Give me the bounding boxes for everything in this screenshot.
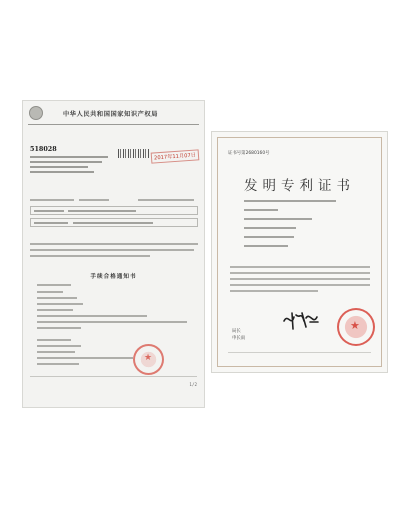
- filing-date-line: [244, 227, 296, 229]
- barcode: [118, 149, 150, 158]
- header-rule: [28, 124, 199, 125]
- body-line: [230, 278, 370, 280]
- body-line: [37, 321, 187, 323]
- field-line: [30, 199, 74, 201]
- director-signature: [282, 309, 320, 331]
- body-line: [37, 363, 79, 365]
- notice-header: [23, 105, 204, 123]
- page-number: 1/2: [189, 382, 197, 387]
- postcode: 518028: [30, 145, 57, 153]
- certificate-number: 证书号第2680160号: [228, 151, 270, 156]
- national-seal: [337, 308, 375, 346]
- body-line: [37, 327, 81, 329]
- footer-rule: [228, 352, 371, 353]
- patentee-line: [244, 236, 294, 238]
- invention-name-line: [244, 200, 336, 202]
- office-name: 中华人民共和国国家知识产权局: [63, 111, 159, 118]
- field-line: [138, 199, 194, 201]
- body-line: [30, 243, 198, 245]
- body-line: [230, 290, 318, 292]
- footer-rule: [30, 376, 197, 377]
- date-stamp: 2017年11月07日: [151, 149, 200, 163]
- body-line: [30, 255, 150, 257]
- address-line: [30, 171, 94, 173]
- grant-date-line: [244, 245, 288, 247]
- address-line: [30, 166, 88, 168]
- certificate-title: 发明专利证书: [244, 178, 355, 194]
- body-line: [30, 249, 194, 251]
- office-emblem-icon: [29, 106, 43, 120]
- field-line: [79, 199, 109, 201]
- address-line: [30, 161, 102, 163]
- applicant-box: [30, 206, 198, 215]
- body-line: [37, 357, 133, 359]
- signature-label: 局长 申长雨: [232, 329, 246, 341]
- body-line: [37, 284, 71, 286]
- body-line: [37, 297, 77, 299]
- office-seal: [133, 344, 164, 375]
- body-line: [37, 303, 83, 305]
- procedure-notice-page: [22, 100, 205, 408]
- inventor-line: [244, 209, 278, 211]
- notice-title: 手续合格通知书: [90, 274, 137, 280]
- address-line: [30, 156, 108, 158]
- invention-patent-certificate: [211, 131, 388, 373]
- body-line: [37, 345, 81, 347]
- body-line: [37, 315, 147, 317]
- patent-number-line: [244, 218, 312, 220]
- body-line: [230, 266, 370, 268]
- body-line: [37, 351, 75, 353]
- invention-name-box: [30, 218, 198, 227]
- body-line: [37, 339, 71, 341]
- body-line: [230, 272, 370, 274]
- body-line: [230, 284, 370, 286]
- body-line: [37, 291, 63, 293]
- body-line: [37, 309, 73, 311]
